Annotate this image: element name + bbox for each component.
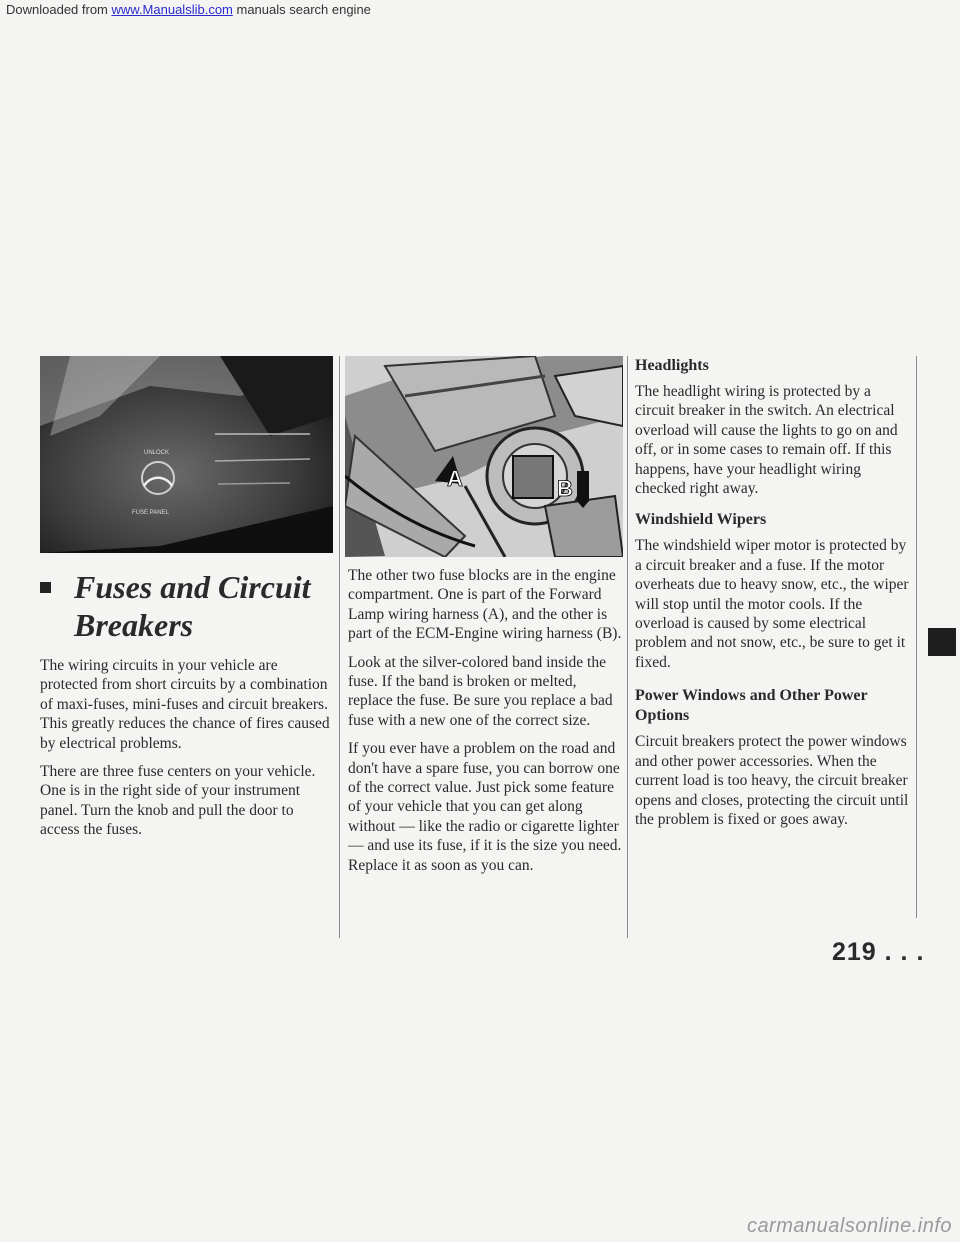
paragraph: Circuit breakers protect the power windows and other power accessories. When the current load is too heavy, the circuit breaker opens and closes, protecting the circuit until the problem is fixed or goes away. — [635, 733, 909, 828]
column-right — [635, 356, 913, 838]
paragraph: Look at the silver-colored band inside the fuse. If the band is broken or melted, replace the fuse. Be sure you replace a bad fuse with a new one of the correct size. — [348, 653, 613, 729]
column-divider — [627, 356, 628, 938]
title-line-1: Fuses and Circuit — [74, 569, 311, 605]
paragraph: The wiring circuits in your vehicle are protected from short circuits by a combination of maxi-fuses, mini-fuses and circuit breakers. This greatly reduces the chance of fires caused by electrical problems. — [40, 657, 330, 752]
square-bullet-icon — [40, 582, 51, 593]
column-left — [40, 568, 330, 849]
column-middle — [348, 566, 624, 884]
watermark-prefix: Downloaded from — [6, 2, 112, 17]
callout-a-label: A — [447, 466, 463, 491]
heading-windshield-wipers: Windshield Wipers — [635, 511, 767, 529]
paragraph: There are three fuse centers on your vehicle. One is in the right side of your instrument panel. Turn the knob and pull the door to access the fuses. — [40, 763, 316, 839]
engine-compartment-photo — [345, 356, 623, 557]
unlock-label: UNLOCK — [144, 450, 170, 456]
watermark-suffix: manuals search engine — [232, 2, 371, 17]
callout-b-label: B — [557, 476, 573, 501]
heading-headlights: Headlights — [635, 357, 709, 374]
title-line-2: Breakers — [74, 607, 194, 643]
section-tab-marker — [928, 628, 956, 656]
download-watermark — [6, 2, 371, 17]
paragraph: If you ever have a problem on the road and don't have a spare fuse, you can borrow one of the correct value. Just pick some feature of your vehicle that you can get along without — like the radio or cigarette lighter — and use its fuse, if it is the size you need. Replace it as soon as you can. — [348, 740, 622, 874]
fuse-panel-photo — [40, 356, 333, 553]
column-divider — [339, 356, 340, 938]
fuse-panel-label: FUSE PANEL — [132, 510, 169, 516]
manualslib-link[interactable]: www.Manualslib.com — [111, 2, 233, 17]
site-watermark: carmanualsonline.info — [746, 1215, 952, 1237]
section-title — [40, 568, 330, 644]
paragraph: The windshield wiper motor is protected by a circuit breaker and a fuse. If the motor overheats due to heavy snow, etc., the wiper will stop until the motor cools. If the overload is caused by some electrical problem and not snow, etc., be sure to get it fixed. — [635, 537, 909, 671]
paragraph: The other two fuse blocks are in the engine compartment. One is part of the Forward Lamp wiring harness (A), and the other is part of the ECM-Engine wiring harness (B). — [348, 567, 622, 643]
paragraph: The headlight wiring is protected by a circuit breaker in the switch. An electrical overload will cause the lights to go on and off, or in some cases to remain off. If this happens, have your headlight wiring checked right away. — [635, 383, 898, 498]
column-divider — [916, 356, 917, 918]
page-number: 219 . . . — [832, 938, 925, 966]
heading-power-windows: Power Windows and Other Power Options — [635, 687, 868, 725]
